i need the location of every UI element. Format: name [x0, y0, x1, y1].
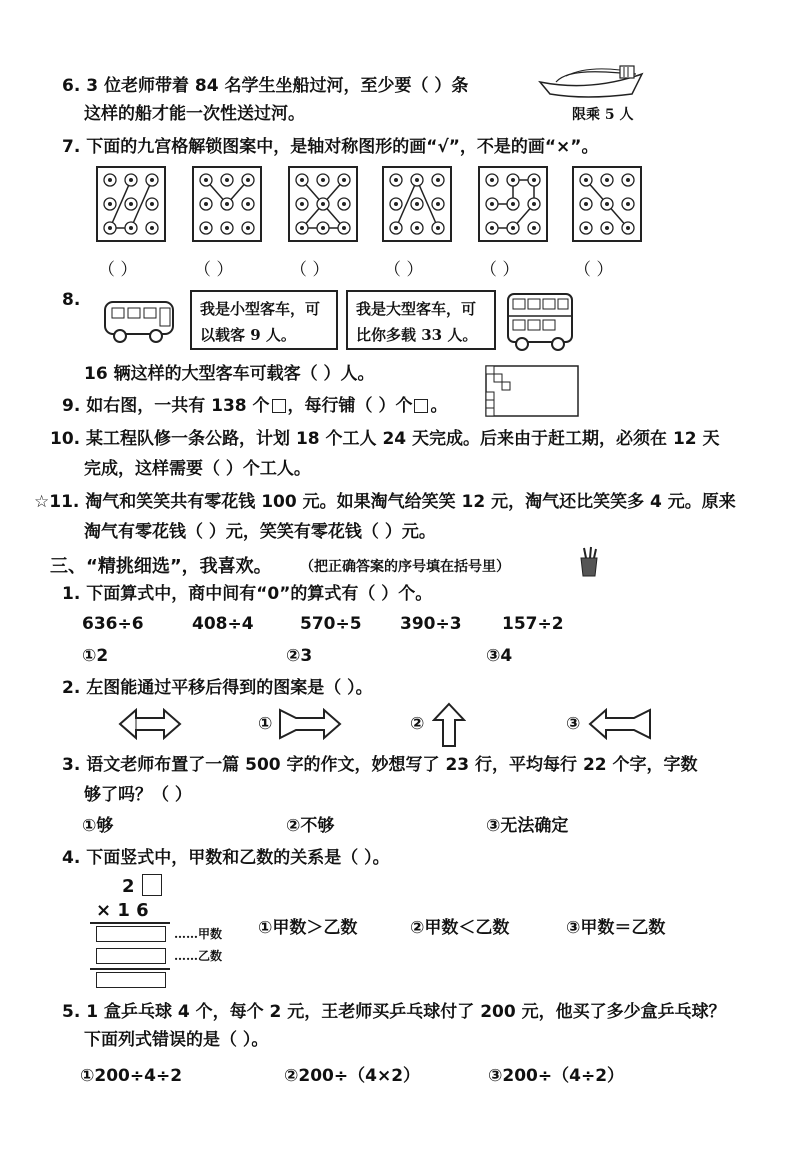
- s2-text: 2. 左图能通过平移后得到的图案是（ ）。: [62, 678, 373, 698]
- boat-icon: [536, 62, 646, 102]
- s5-line1: 5. 1 盒乒乓球 4 个，每个 2 元，王老师买乒乓球付了 200 元，他买了多少盒乒乓球？: [62, 1002, 726, 1022]
- section-note: （把正确答案的序号填在括号里）: [300, 559, 510, 575]
- s4-multiplier: × 1 6: [96, 900, 149, 921]
- s1-option-2[interactable]: ②3: [286, 646, 313, 666]
- s1-text: 1. 下面算式中，商中间有“0”的算式有（ ）个。: [62, 584, 433, 604]
- s2-option-1[interactable]: ①: [258, 714, 273, 734]
- label-yi: ……乙数: [174, 949, 223, 963]
- q9-text: 9. 如右图，一共有 138 个 ，每行铺（ ）个 。: [62, 396, 448, 416]
- s3-line2: 够了吗？（ ）: [84, 785, 192, 805]
- q7-answer-5[interactable]: （ ）: [480, 260, 520, 280]
- q11-line1: ☆11. 淘气和笑笑共有零花钱 100 元。如果淘气给笑笑 12 元，淘气还比笑笑多 4 元。原来: [34, 492, 736, 512]
- s4-option-2[interactable]: ②甲数＜乙数: [410, 918, 510, 938]
- s5-line2: 下面列式错误的是（ ）。: [84, 1030, 269, 1050]
- q7-answer-1[interactable]: （ ）: [98, 260, 138, 280]
- reference-shape: [118, 708, 182, 740]
- s1-expr-1: 636÷6: [82, 614, 144, 634]
- q8-question: 16 辆这样的大型客车可载客（ ）人。: [84, 364, 375, 384]
- s1-option-3[interactable]: ③4: [486, 646, 513, 666]
- q7-answer-2[interactable]: （ ）: [194, 260, 234, 280]
- label-jia: ……甲数: [174, 927, 223, 941]
- q10-line2: 完成，这样需要（ ）个工人。: [84, 459, 311, 479]
- small-bus-bubble: 我是小型客车，可 以载客 9 人。: [190, 290, 338, 350]
- s5-option-3[interactable]: ③200÷（4÷2）: [488, 1066, 625, 1086]
- double-decker-bus-icon: [504, 290, 576, 352]
- s4-option-3[interactable]: ③甲数＝乙数: [566, 918, 666, 938]
- q6-line1: 6. 3 位老师带着 84 名学生坐船过河，至少要（ ）条: [62, 76, 469, 96]
- small-bus-icon: [102, 296, 178, 348]
- s4-option-1[interactable]: ①甲数＞乙数: [258, 918, 358, 938]
- boat-label: 限乘 5 人: [572, 107, 634, 123]
- small-square-icon: [414, 399, 428, 413]
- s3-option-2[interactable]: ②不够: [286, 816, 335, 836]
- vertical-line-1: [90, 922, 170, 924]
- q7-text: 7. 下面的九宫格解锁图案中，是轴对称图形的画“√”，不是的画“×”。: [62, 137, 599, 157]
- s1-expr-5: 157÷2: [502, 614, 564, 634]
- s5-option-2[interactable]: ②200÷（4×2）: [284, 1066, 421, 1086]
- digit-blank-box[interactable]: [142, 874, 162, 896]
- large-bus-bubble: 我是大型客车，可 比你多载 33 人。: [346, 290, 496, 350]
- s4-top-digit: 2: [122, 876, 135, 897]
- shape-option-1: [278, 708, 342, 740]
- s1-option-1[interactable]: ①2: [82, 646, 109, 666]
- q8-num: 8.: [62, 290, 81, 310]
- unlock-pattern-5: [478, 166, 548, 242]
- section-title: 三、“精挑细选”，我喜欢。: [50, 556, 272, 577]
- unlock-pattern-3: [288, 166, 358, 242]
- vertical-line-2: [90, 968, 170, 970]
- s1-expr-3: 570÷5: [300, 614, 362, 634]
- s3-line1: 3. 语文老师布置了一篇 500 字的作文，妙想写了 23 行，平均每行 22 个字，字数: [62, 755, 698, 775]
- s1-expr-4: 390÷3: [400, 614, 462, 634]
- q11-line2: 淘气有零花钱（ ）元，笑笑有零花钱（ ）元。: [84, 522, 436, 542]
- unlock-pattern-6: [572, 166, 642, 242]
- q10-line1: 10. 某工程队修一条公路，计划 18 个工人 24 天完成。后来由于赶工期，必须在 12 天: [50, 429, 720, 449]
- q6-line2: 这样的船才能一次性送过河。: [84, 104, 305, 124]
- pencil-cup-icon: [578, 546, 600, 578]
- unlock-pattern-2: [192, 166, 262, 242]
- s2-option-3[interactable]: ③: [566, 714, 581, 734]
- shape-option-3: [588, 708, 652, 740]
- product-b-box[interactable]: [96, 948, 166, 964]
- s4-text: 4. 下面竖式中，甲数和乙数的关系是（ ）。: [62, 848, 390, 868]
- s3-option-3[interactable]: ③无法确定: [486, 816, 569, 836]
- shape-option-2: [432, 702, 466, 748]
- unlock-pattern-4: [382, 166, 452, 242]
- q7-answer-6[interactable]: （ ）: [574, 260, 614, 280]
- product-a-box[interactable]: [96, 926, 166, 942]
- s2-option-2[interactable]: ②: [410, 714, 425, 734]
- tiled-rectangle-figure: [484, 364, 580, 418]
- s5-option-1[interactable]: ①200÷4÷2: [80, 1066, 183, 1086]
- q7-answer-4[interactable]: （ ）: [384, 260, 424, 280]
- result-box[interactable]: [96, 972, 166, 988]
- s1-expr-2: 408÷4: [192, 614, 254, 634]
- q7-answer-3[interactable]: （ ）: [290, 260, 330, 280]
- unlock-pattern-1: [96, 166, 166, 242]
- small-square-icon: [272, 399, 286, 413]
- s3-option-1[interactable]: ①够: [82, 816, 114, 836]
